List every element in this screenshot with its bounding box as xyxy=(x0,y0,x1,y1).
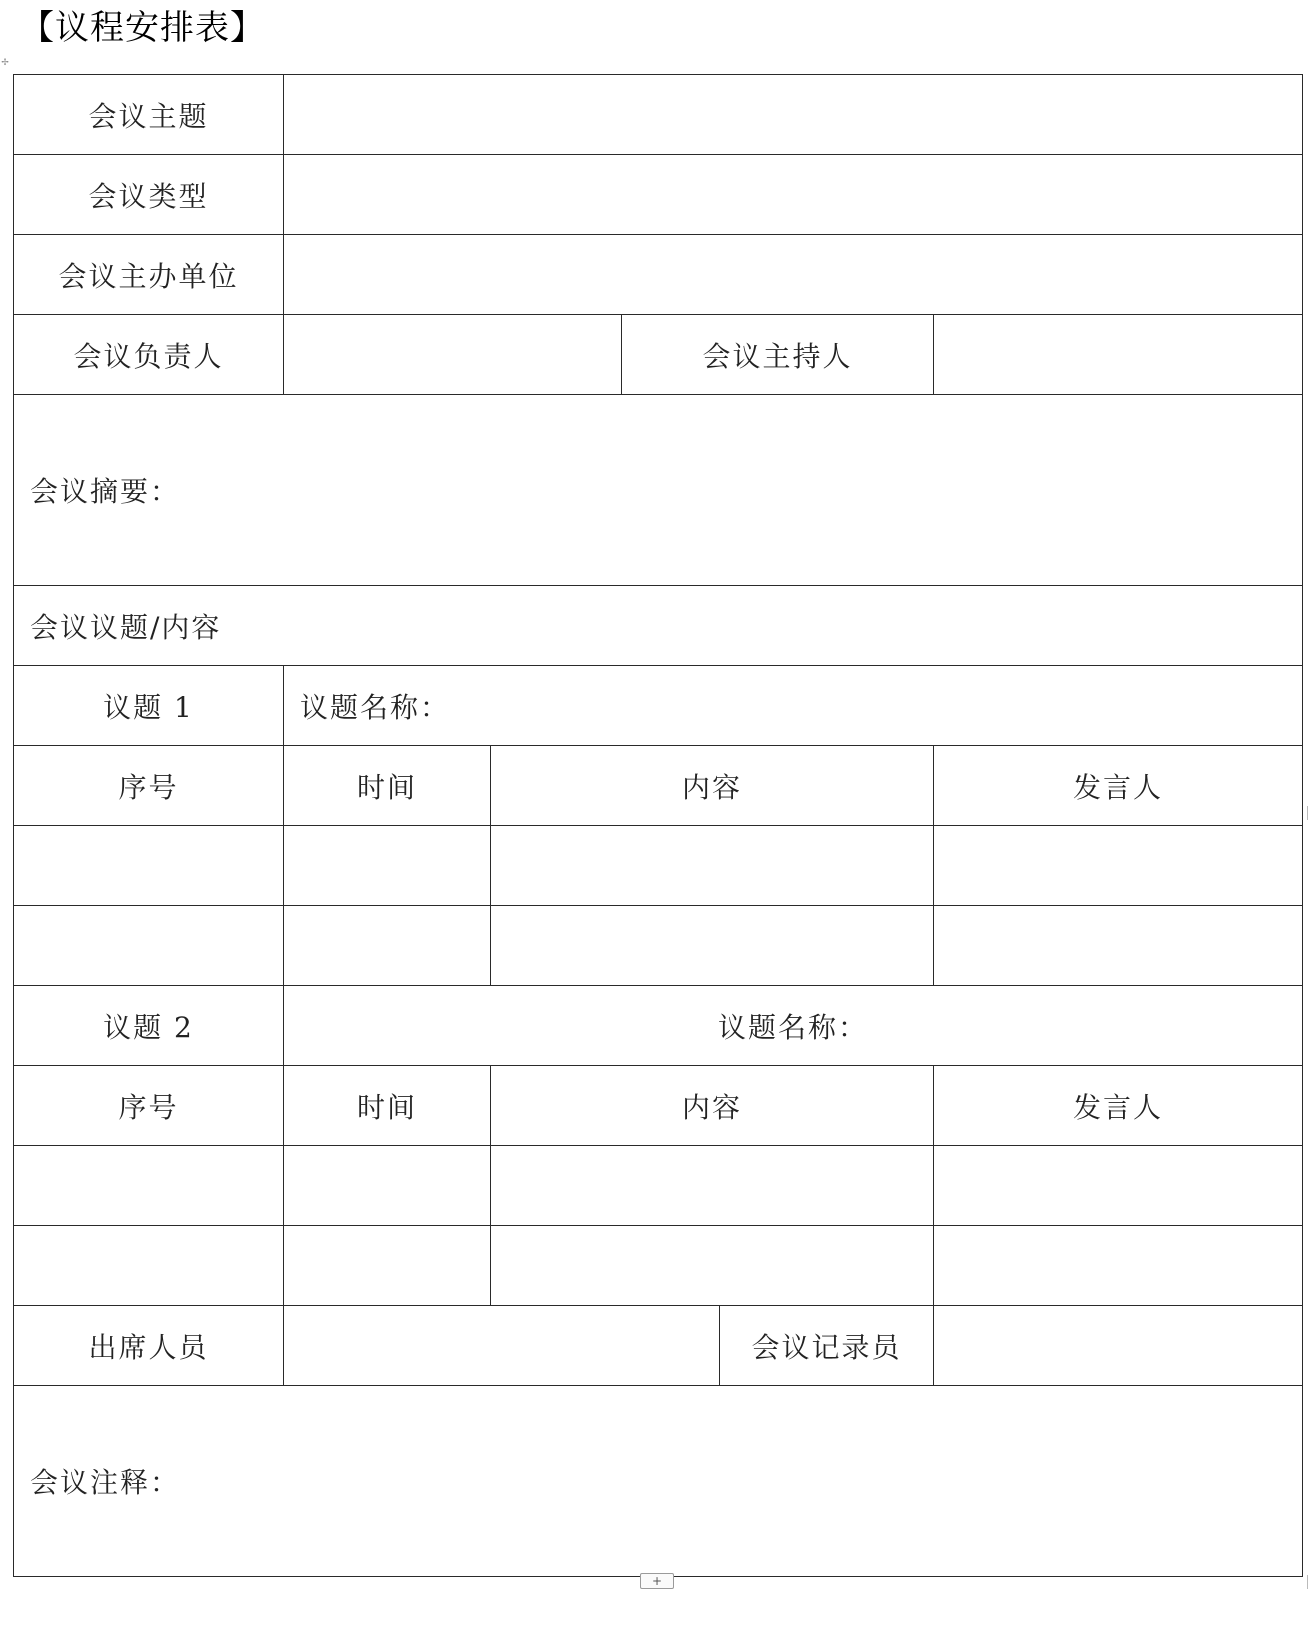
table-cell[interactable] xyxy=(491,826,934,906)
topic-2-header-index: 序号 xyxy=(14,1066,284,1146)
topic-1-header-index: 序号 xyxy=(14,746,284,826)
attendees-label: 出席人员 xyxy=(14,1306,284,1386)
table-row xyxy=(14,395,1303,586)
recorder-value-cell[interactable] xyxy=(934,1306,1303,1386)
table-cell[interactable] xyxy=(14,826,284,906)
topic-2-header-time: 时间 xyxy=(284,1066,491,1146)
table-cell[interactable] xyxy=(934,1146,1303,1226)
table-cell[interactable] xyxy=(934,906,1303,986)
topic-2-header-speaker: 发言人 xyxy=(934,1066,1303,1146)
table-cell[interactable] xyxy=(491,906,934,986)
table-cell[interactable] xyxy=(284,906,491,986)
table-row xyxy=(14,826,1303,906)
table-cell[interactable] xyxy=(14,1226,284,1306)
topic-2-header-content: 内容 xyxy=(491,1066,934,1146)
person-in-charge-label: 会议负责人 xyxy=(14,315,284,395)
table-cell[interactable] xyxy=(284,1146,491,1226)
meeting-type-value-cell[interactable] xyxy=(284,155,1303,235)
table-row xyxy=(14,746,1303,826)
table-row xyxy=(14,666,1303,746)
topic-1-header-content: 内容 xyxy=(491,746,934,826)
document-title: 【议程安排表】 xyxy=(20,8,265,48)
person-in-charge-value-cell[interactable] xyxy=(284,315,622,395)
organizer-value-cell[interactable] xyxy=(284,235,1303,315)
host-value-cell[interactable] xyxy=(934,315,1303,395)
topic-1-name-label[interactable]: 议题名称： xyxy=(284,666,1303,746)
host-label: 会议主持人 xyxy=(622,315,934,395)
table-cell[interactable] xyxy=(934,1226,1303,1306)
table-resize-marker[interactable] xyxy=(1307,1575,1312,1589)
table-row xyxy=(14,1386,1303,1577)
table-row xyxy=(14,75,1303,155)
meeting-type-label: 会议类型 xyxy=(14,155,284,235)
table-cell[interactable] xyxy=(491,1146,934,1226)
attendees-value-cell[interactable] xyxy=(284,1306,720,1386)
agenda-content-label: 会议议题/内容 xyxy=(14,586,1303,666)
table-row xyxy=(14,1146,1303,1226)
table-row xyxy=(14,1306,1303,1386)
table-cell[interactable] xyxy=(284,1226,491,1306)
topic-1-header-speaker: 发言人 xyxy=(934,746,1303,826)
table-cell[interactable] xyxy=(284,826,491,906)
topic-1-header-time: 时间 xyxy=(284,746,491,826)
topic-2-name-label[interactable]: 议题名称： xyxy=(284,986,1303,1066)
agenda-table xyxy=(13,74,1303,1577)
recorder-label: 会议记录员 xyxy=(720,1306,934,1386)
organizer-label: 会议主办单位 xyxy=(14,235,284,315)
table-row xyxy=(14,235,1303,315)
topic-2-label: 议题 2 xyxy=(14,986,284,1066)
table-cell[interactable] xyxy=(14,1146,284,1226)
notes-label[interactable]: 会议注释： xyxy=(14,1386,1303,1577)
table-cell[interactable] xyxy=(14,906,284,986)
meeting-topic-label: 会议主题 xyxy=(14,75,284,155)
table-row xyxy=(14,155,1303,235)
table-row xyxy=(14,1066,1303,1146)
topic-1-label: 议题 1 xyxy=(14,666,284,746)
summary-label[interactable]: 会议摘要： xyxy=(14,395,1303,586)
table-row xyxy=(14,1226,1303,1306)
table-row xyxy=(14,986,1303,1066)
table-move-handle-icon[interactable]: ✢ xyxy=(1,58,9,68)
column-resize-marker[interactable] xyxy=(1307,806,1312,820)
table-row xyxy=(14,315,1303,395)
table-row xyxy=(14,586,1303,666)
table-row xyxy=(14,906,1303,986)
meeting-topic-value-cell[interactable] xyxy=(284,75,1303,155)
add-row-button[interactable]: + xyxy=(640,1573,674,1589)
table-cell[interactable] xyxy=(491,1226,934,1306)
table-cell[interactable] xyxy=(934,826,1303,906)
